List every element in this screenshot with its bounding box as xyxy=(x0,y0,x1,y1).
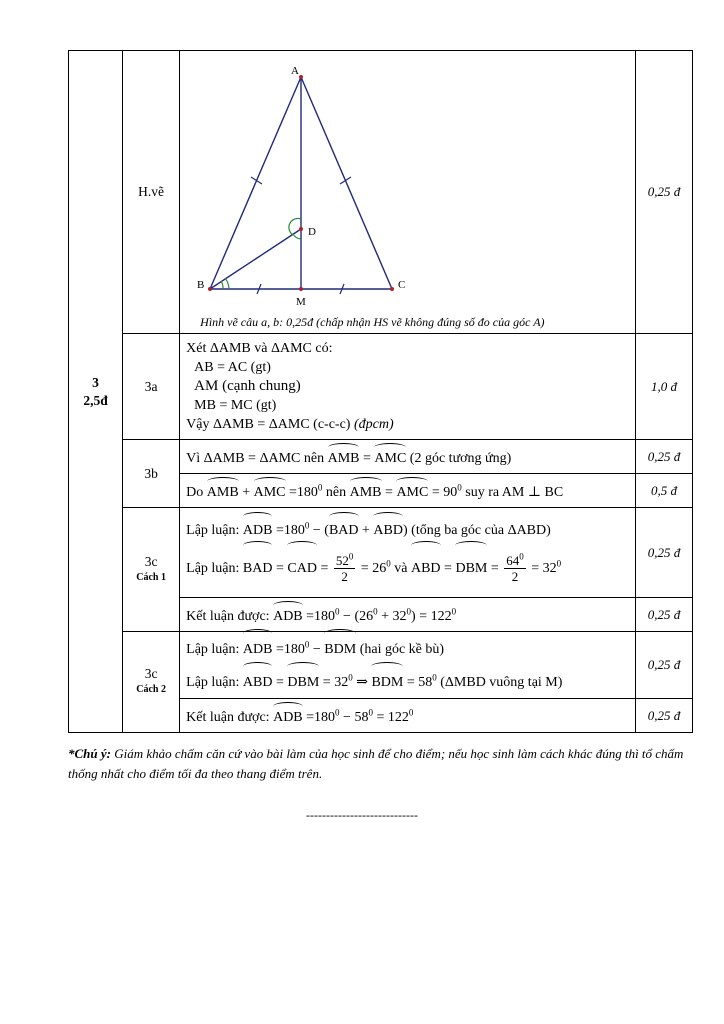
score-3a: 1,0 đ xyxy=(635,334,692,440)
angle-bad-2: BAD xyxy=(243,544,273,591)
text-3b2-pre: Do xyxy=(186,484,204,500)
grading-note xyxy=(68,744,688,784)
deg-26: 0 xyxy=(386,557,391,568)
score-3b-2: 0,5 đ xyxy=(635,474,692,508)
angle-adb-6: ADB xyxy=(273,705,303,727)
line-3a-2: AB = AC (gt) xyxy=(194,360,271,375)
text-180-4: =180 xyxy=(275,642,305,657)
content-3c2-a xyxy=(180,632,636,699)
figure-row xyxy=(69,51,693,334)
text-58: = 58 xyxy=(406,675,433,690)
label-3c2-num: 3c xyxy=(144,666,158,681)
label-3c2-method: Cách 2 xyxy=(136,684,166,695)
label-3b: 3b xyxy=(123,440,180,508)
fraction-52 xyxy=(334,553,356,584)
angle-amc-3: AMC xyxy=(396,480,428,502)
text-plus-1: + xyxy=(362,522,370,538)
question-cell xyxy=(69,51,123,733)
text-eq-4: = xyxy=(444,560,452,576)
content-3b-1 xyxy=(180,440,636,474)
implies-icon: ⇒ xyxy=(356,675,368,690)
content-3a xyxy=(180,334,636,440)
label-3c1-num: 3c xyxy=(144,553,158,569)
text-close-1: ) xyxy=(402,522,408,538)
label-3c1 xyxy=(123,508,180,632)
row-3c2-a xyxy=(69,632,693,699)
label-3c1-method: Cách 1 xyxy=(136,571,166,583)
score-3c2-b: 0,25 đ xyxy=(635,699,692,733)
num-52: 52 xyxy=(335,552,349,568)
text-vuong: (ΔMBD vuông tại M) xyxy=(440,675,563,690)
text-eq-6: = xyxy=(275,675,284,690)
point-a xyxy=(299,75,303,79)
line-3c2-2 xyxy=(180,665,635,698)
label-d: D xyxy=(308,226,317,238)
deg-52: 0 xyxy=(348,551,354,562)
deg-64: 0 xyxy=(519,551,524,562)
content-3c1-a xyxy=(180,508,636,598)
line-3a-1: Xét ΔAMB và ΔAMC có: xyxy=(186,341,333,356)
segment-ac xyxy=(301,77,392,289)
den-2a: 2 xyxy=(341,568,348,584)
triangle-figure xyxy=(180,51,635,315)
angle-bdm-2: BDM xyxy=(371,665,403,698)
deg-180-6: 0 xyxy=(335,706,340,717)
angle-adb-4: ADB xyxy=(243,632,273,665)
text-26: = 26 xyxy=(360,560,387,576)
note-text: Giám khảo chấm căn cứ vào bài làm của học sinh để cho điểm; nếu học sinh làm cách khác đúng thì tổ chấm thống nhất cho điểm tối đa theo thang điểm trên. xyxy=(68,746,684,781)
line-3a-4: MB = MC (gt) xyxy=(194,398,277,413)
angle-bdm: BDM xyxy=(324,632,356,665)
angle-adb-3: ADB xyxy=(273,604,303,626)
angle-bad: BAD xyxy=(329,515,359,544)
den-2b: 2 xyxy=(511,568,519,584)
text-va: và xyxy=(394,560,408,576)
deg-26b: 0 xyxy=(373,605,378,616)
angle-d-arc xyxy=(293,234,301,239)
text-3b1-pre: Vì ΔAMB = ΔAMC nên xyxy=(186,450,325,466)
angle-abd: ABD xyxy=(373,515,403,544)
line-3c1-2 xyxy=(180,544,635,591)
figure-label: H.vẽ xyxy=(123,51,180,334)
label-b: B xyxy=(197,279,205,291)
text-lapluan-4: Lập luận: xyxy=(186,675,240,690)
text-minus-1: − ( xyxy=(312,522,329,538)
note-label: *Chú ý: xyxy=(68,746,111,761)
score-3c1-a: 0,25 đ xyxy=(635,508,692,598)
angle-cad: CAD xyxy=(287,544,317,591)
deg-58: 0 xyxy=(432,672,437,683)
deg-32: 0 xyxy=(556,557,562,568)
text-eq-2: = xyxy=(275,560,284,576)
deg-122b: 0 xyxy=(408,706,414,717)
angle-amc-2: AMC xyxy=(254,480,286,502)
text-lapluan-3: Lập luận: xyxy=(186,642,240,657)
line-3c2-1 xyxy=(180,632,635,665)
tick-ab xyxy=(251,177,262,184)
figure-caption: Hình vẽ câu a, b: 0,25đ (chấp nhận HS vẽ không đúng số đo của góc A) xyxy=(200,315,545,329)
text-180: =180 xyxy=(289,484,318,500)
deg-1: 0 xyxy=(304,519,310,530)
question-number: 3 xyxy=(92,374,99,390)
text-58b: − 58 xyxy=(343,709,369,725)
text-minus-4: − xyxy=(312,642,321,657)
angle-dbm-2: DBM xyxy=(287,665,319,698)
angle-amc: AMC xyxy=(374,446,406,468)
text-eq-5: = xyxy=(490,560,499,576)
text-plus: + xyxy=(242,484,251,500)
text-90: = 90 xyxy=(431,484,458,500)
text-ketluan-2: Kết luận được: xyxy=(186,709,270,725)
line-3b-2 xyxy=(180,480,635,502)
point-m xyxy=(299,287,303,291)
fraction-64 xyxy=(504,553,526,584)
row-3a xyxy=(69,334,693,440)
deg-180-4: 0 xyxy=(304,639,310,650)
angle-b-arc2 xyxy=(225,278,229,289)
segment-bd xyxy=(210,229,301,289)
line-3c1-3 xyxy=(180,604,635,626)
deg-sup: 0 xyxy=(317,481,323,492)
grading-table xyxy=(68,50,693,733)
angle-adb: ADB xyxy=(243,515,273,544)
text-eq-3: = xyxy=(320,560,329,576)
angle-dbm: DBM xyxy=(455,544,487,591)
line-3c1-1 xyxy=(180,515,635,544)
score-3b-1: 0,25 đ xyxy=(635,440,692,474)
line-3a-5 xyxy=(180,415,635,434)
figure-cell xyxy=(180,51,636,334)
label-a: A xyxy=(291,65,300,77)
angle-abd-2: ABD xyxy=(411,544,441,591)
text-nen: nên xyxy=(325,484,347,500)
text-perp: suy ra AM ⊥ BC xyxy=(465,484,564,500)
text-180-6: =180 xyxy=(306,709,336,725)
deg-sup-2: 0 xyxy=(457,481,462,492)
text-26b: − (26 xyxy=(343,608,374,624)
angle-b-arc1 xyxy=(221,281,223,289)
label-c: C xyxy=(398,279,406,291)
line-3b-1 xyxy=(180,446,635,468)
score-3c2-a: 0,25 đ xyxy=(635,632,692,699)
deg-122: 0 xyxy=(451,605,457,616)
text-3b1-post: (2 góc tương ứng) xyxy=(409,450,512,466)
line-3a-3: AM (cạnh chung) xyxy=(194,378,301,394)
text-32c: = 32 xyxy=(322,675,349,690)
row-3b-1 xyxy=(69,440,693,474)
deg-180-3: 0 xyxy=(335,605,340,616)
question-points: 2,5đ xyxy=(83,392,108,408)
text-180-3: =180 xyxy=(306,608,336,624)
score-3c1-b: 0,25 đ xyxy=(635,598,692,632)
text-122: ) = 122 xyxy=(411,608,452,624)
text-180-1: =180 xyxy=(275,522,305,538)
text-tong: (tổng ba góc của ΔABD) xyxy=(411,522,551,538)
deg-58b: 0 xyxy=(368,706,373,717)
text-122b: = 122 xyxy=(376,709,409,725)
angle-abd-5: ABD xyxy=(243,665,273,698)
row-3c1-a xyxy=(69,508,693,598)
label-m: M xyxy=(296,296,306,308)
text-eq: = xyxy=(385,484,393,500)
angle-amb-3: AMB xyxy=(350,480,382,502)
text-3b1-eq: = xyxy=(362,450,371,466)
separator-line: ---------------------------- xyxy=(306,808,418,822)
angle-amb: AMB xyxy=(328,446,360,468)
num-64: 64 xyxy=(506,552,520,568)
text-ketluan-1: Kết luận được: xyxy=(186,608,270,624)
point-c xyxy=(390,287,394,291)
label-3c2 xyxy=(123,632,180,733)
text-lapluan-1: Lập luận: xyxy=(186,522,240,538)
segment-ab xyxy=(210,77,301,289)
text-32b: + 32 xyxy=(381,608,407,624)
figure-score: 0,25 đ xyxy=(635,51,692,334)
deg-32c: 0 xyxy=(348,672,353,683)
qed-3a: (đpcm) xyxy=(353,417,394,432)
content-3c1-b xyxy=(180,598,636,632)
content-3c2-b xyxy=(180,699,636,733)
point-b xyxy=(208,287,212,291)
line-3c2-3 xyxy=(180,705,635,727)
text-kebu: (hai góc kề bù) xyxy=(359,642,445,657)
text-lapluan-2: Lập luận: xyxy=(186,560,240,576)
deg-32b: 0 xyxy=(406,605,412,616)
tick-ac xyxy=(340,177,351,184)
label-3a: 3a xyxy=(123,334,180,440)
content-3b-2 xyxy=(180,474,636,508)
conclusion-3a: Vậy ΔAMB = ΔAMC (c-c-c) xyxy=(186,417,351,432)
point-d xyxy=(299,227,303,231)
text-32: = 32 xyxy=(531,560,557,576)
angle-amb-2: AMB xyxy=(207,480,239,502)
